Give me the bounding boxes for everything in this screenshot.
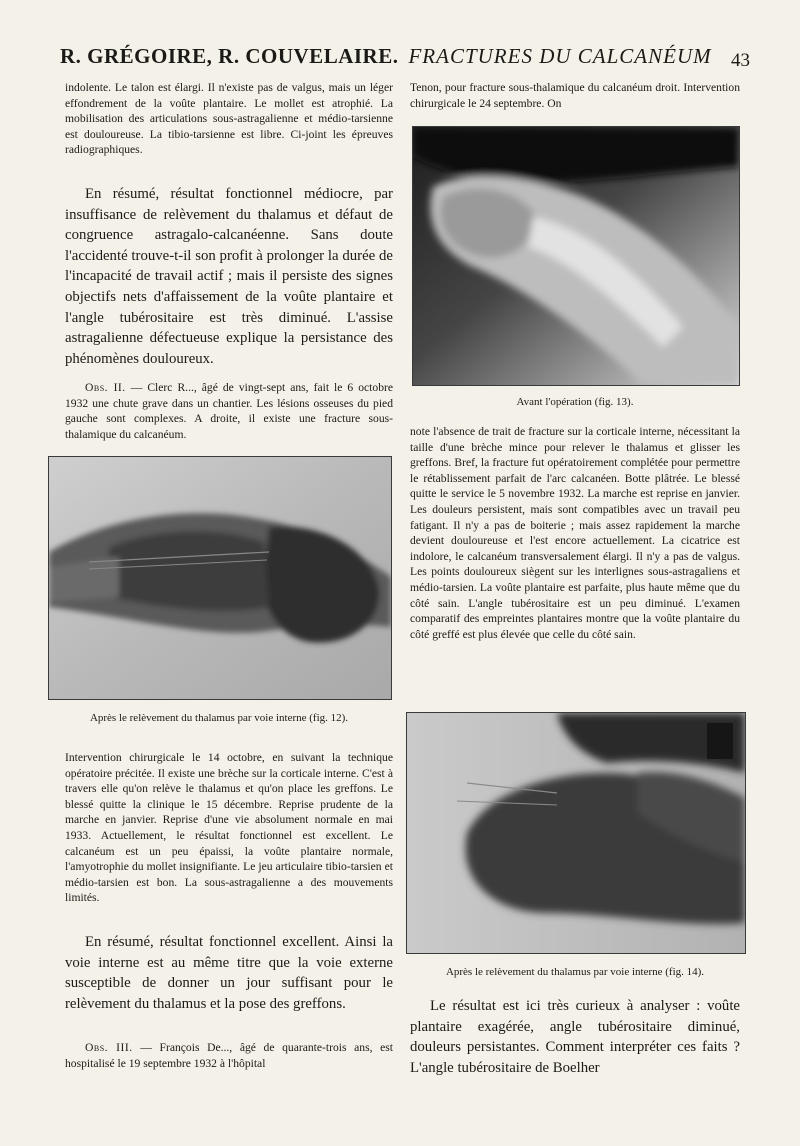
radiograph-fig-13: [412, 126, 740, 386]
obs3-label: Obs. III.: [85, 1041, 133, 1054]
left-col-top: [65, 80, 393, 158]
left-summary-2-paragraph: En résumé, résultat fonctionnel excellent. Ainsi la voie interne est au même titre que la voie externe susceptible de donner un jour suffisant pour le relèvement du thalamus et la pose des greffons.: [65, 934, 393, 1012]
left-summary-paragraph: En résumé, résultat fonctionnel médiocre, par insuffisance de relèvement du thalamus et défaut de congruence astragalo-calcanéenne. Sans doute l'accidenté trouve-t-il son profit à prolonger la durée de l'incapacité de travail actif ; mais il persiste des signes objectifs nets d'affaissement de la voûte plantaire et l'angle tubérositaire est très diminué. L'assise astragalienne défectueuse explique la persistance des phénomènes douloureux.: [65, 186, 393, 367]
radiograph-fig-14: [406, 712, 746, 954]
obs3-paragraph: [65, 1040, 393, 1071]
obs2-paragraph: [65, 380, 393, 442]
caption-fig-13: Avant l'opération (fig. 13).: [516, 396, 634, 408]
left-paragraph-1: indolente. Le talon est élargi. Il n'existe pas de valgus, mais un léger effondrement de la voûte plantaire. Le mollet est atrophié. La mobilisation des articulations sous-astragalienne et médio-tarsienne est douloureuse. La tibio-tarsienne est libre. Ci-joint les épreuves radiographiques.: [65, 81, 393, 157]
right-col-top: [410, 80, 740, 111]
left-col-obs3: [65, 1040, 393, 1071]
right-paragraph-3: Le résultat est ici très curieux à analyser : voûte plantaire exagérée, angle tubérositaire diminué, douleurs persistantes. Comment interpréter ces faits ? L'angle tubérositaire de Boelher: [410, 998, 740, 1076]
caption-fig-12: Après le relèvement du thalamus par voie interne (fig. 12).: [89, 712, 349, 724]
left-col-obs2: [65, 380, 393, 442]
running-header: [60, 44, 750, 80]
xray-image-fig-13: [413, 127, 739, 385]
caption-fig-14: Après le relèvement du thalamus par voie interne (fig. 14).: [445, 966, 705, 978]
obs3-text: — François De..., âgé de quarante-trois ans, est hospitalisé le 19 septembre 1932 à l'hôpital: [65, 1041, 393, 1070]
obs2-label: Obs. II.: [85, 381, 126, 394]
header-title: FRACTURES DU CALCANÉUM: [408, 44, 712, 68]
right-col-middle: [410, 424, 740, 642]
left-intervention-paragraph: Intervention chirurgicale le 14 octobre, en suivant la technique opératoire précitée. Il existe une brèche sur la corticale interne. C'est à travers elle qu'on relève le thalamus et qu'on place les greffons. Le blessé quitte la clinique le 15 décembre. Reprise prudente de la marche en janvier. Reprise d'une vie absolument normale en mai 1933. Actuellement, le résultat fonctionnel est excellent. Le calcanéum est un peu épaissi, la voûte plantaire normale, l'amyotrophie du mollet insignifiante. Le jeu articulaire tibio-tarsien et médio-tarsien est bon. La sous-astragalienne a des mouvements limités.: [65, 751, 393, 905]
right-paragraph-1: Tenon, pour fracture sous-thalamique du calcanéum droit. Intervention chirurgicale le 24 septembre. On: [410, 81, 740, 110]
page-number: 43: [731, 50, 750, 71]
right-col-bottom: [410, 996, 740, 1078]
obs2-text: — Clerc R..., âgé de vingt-sept ans, fait le 6 octobre 1932 une chute grave dans un chantier. Les lésions osseuses du pied gauche sont complexes. A droite, il existe une fracture sous-thalamique du calcanéum.: [65, 381, 394, 441]
left-col-summary-2: [65, 932, 393, 1014]
right-paragraph-2: note l'absence de trait de fracture sur la corticale interne, nécessitant la taille d'une brèche mince pour relever le thalamus et glisser les greffons. Bref, la fracture fut opératoirement complétée pour permettre le rétablissement parfait de l'arc calcanéen. Botte plâtrée. Le blessé quitte le service le 5 novembre 1932. La marche est reprise en janvier. Les douleurs persistent, mais sont compatibles avec un travail peu fatigant. Il n'y a pas de boiterie ; mais assez rapidement la marche devient douloureuse et l'est encore actuellement. La cicatrice est indolore, le calcanéum transversalement élargi. Il n'y a pas de valgus. Les points douloureux siègent sur les interlignes sous-astragaliens et médio-tarsien. La voûte plantaire est parfaite, plus haute même que du côté sain. L'angle tubérositaire est un peu diminué. L'examen comparatif des empreintes plantaires montre que la voûte plantaire du côté greffé est plus élevée que celle du côté sain.: [410, 425, 740, 641]
xray-image-fig-14: [407, 713, 745, 953]
xray-image-fig-12: [49, 457, 391, 699]
header-authors: R. GRÉGOIRE, R. COUVELAIRE.: [60, 44, 399, 68]
radiograph-fig-12: [48, 456, 392, 700]
left-col-intervention: [65, 750, 393, 906]
left-col-summary: [65, 184, 393, 369]
